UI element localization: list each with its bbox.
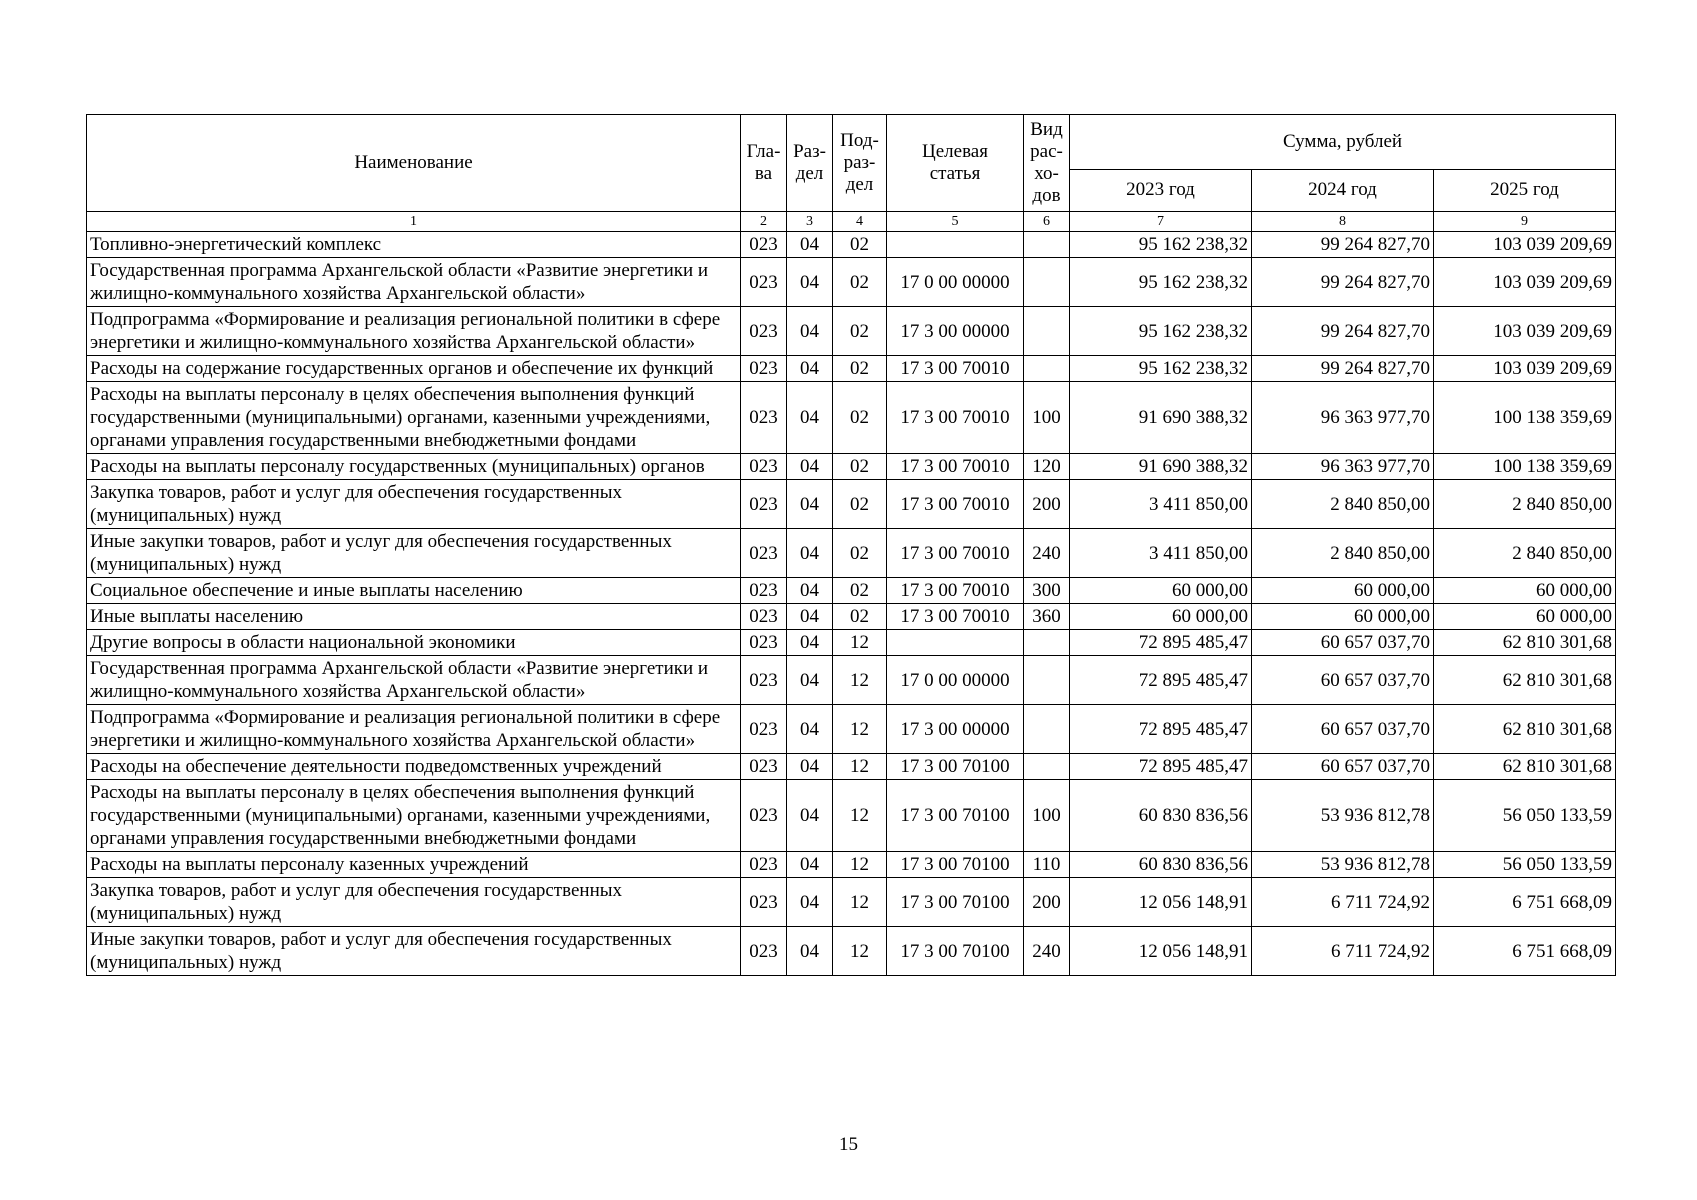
cell-podrazdel: 02 — [833, 578, 887, 604]
budget-table — [86, 114, 1616, 976]
cell-razdel: 04 — [787, 382, 833, 454]
cell-razdel: 04 — [787, 480, 833, 529]
table-row — [87, 356, 1616, 382]
cell-sum-2024: 99 264 827,70 — [1252, 307, 1434, 356]
cell-name: Иные выплаты населению — [87, 604, 741, 630]
cell-podrazdel: 02 — [833, 480, 887, 529]
cell-razdel: 04 — [787, 604, 833, 630]
header-year-2023: 2023 год — [1070, 169, 1252, 211]
budget-table-container — [86, 114, 1615, 976]
cell-name: Иные закупки товаров, работ и услуг для обеспечения государственных (муниципальных) нужд — [87, 529, 741, 578]
cell-sum-2025: 60 000,00 — [1434, 604, 1616, 630]
page-number: 15 — [839, 1134, 858, 1155]
cell-sum-2024: 53 936 812,78 — [1252, 780, 1434, 852]
cell-name: Расходы на выплаты персоналу государственных (муниципальных) органов — [87, 454, 741, 480]
cell-sum-2025: 103 039 209,69 — [1434, 232, 1616, 258]
cell-vid-rashodov: 200 — [1024, 878, 1070, 927]
cell-celevaya-statya: 17 3 00 70100 — [887, 927, 1024, 976]
cell-sum-2023: 12 056 148,91 — [1070, 927, 1252, 976]
cell-glava: 023 — [741, 382, 787, 454]
cell-glava: 023 — [741, 529, 787, 578]
cell-name: Расходы на обеспечение деятельности подведомственных учреждений — [87, 754, 741, 780]
cell-podrazdel: 02 — [833, 454, 887, 480]
cell-sum-2025: 62 810 301,68 — [1434, 656, 1616, 705]
cell-glava: 023 — [741, 705, 787, 754]
cell-vid-rashodov: 110 — [1024, 852, 1070, 878]
cell-sum-2023: 72 895 485,47 — [1070, 754, 1252, 780]
col-num-5: 5 — [887, 212, 1024, 232]
cell-name: Расходы на выплаты персоналу казенных учреждений — [87, 852, 741, 878]
cell-vid-rashodov: 240 — [1024, 529, 1070, 578]
cell-vid-rashodov: 120 — [1024, 454, 1070, 480]
cell-razdel: 04 — [787, 852, 833, 878]
cell-vid-rashodov: 200 — [1024, 480, 1070, 529]
cell-sum-2025: 6 751 668,09 — [1434, 927, 1616, 976]
cell-name: Подпрограмма «Формирование и реализация региональной политики в сфере энергетики и жилищно-коммунального хозяйства Архангельской области» — [87, 705, 741, 754]
table-row — [87, 307, 1616, 356]
cell-vid-rashodov — [1024, 705, 1070, 754]
cell-vid-rashodov: 300 — [1024, 578, 1070, 604]
cell-celevaya-statya — [887, 630, 1024, 656]
cell-celevaya-statya — [887, 232, 1024, 258]
cell-vid-rashodov: 100 — [1024, 382, 1070, 454]
cell-celevaya-statya: 17 3 00 70010 — [887, 529, 1024, 578]
cell-podrazdel: 12 — [833, 754, 887, 780]
table-row — [87, 780, 1616, 852]
table-row — [87, 604, 1616, 630]
col-num-9: 9 — [1434, 212, 1616, 232]
col-num-3: 3 — [787, 212, 833, 232]
cell-sum-2023: 72 895 485,47 — [1070, 656, 1252, 705]
cell-celevaya-statya: 17 3 00 00000 — [887, 307, 1024, 356]
cell-vid-rashodov — [1024, 258, 1070, 307]
cell-sum-2023: 60 830 836,56 — [1070, 852, 1252, 878]
cell-podrazdel: 12 — [833, 780, 887, 852]
cell-sum-2025: 103 039 209,69 — [1434, 307, 1616, 356]
cell-celevaya-statya: 17 3 00 70100 — [887, 878, 1024, 927]
cell-vid-rashodov — [1024, 232, 1070, 258]
cell-vid-rashodov — [1024, 656, 1070, 705]
cell-sum-2024: 99 264 827,70 — [1252, 356, 1434, 382]
cell-podrazdel: 12 — [833, 852, 887, 878]
cell-celevaya-statya: 17 3 00 70010 — [887, 356, 1024, 382]
cell-sum-2025: 56 050 133,59 — [1434, 780, 1616, 852]
cell-vid-rashodov — [1024, 356, 1070, 382]
cell-name: Закупка товаров, работ и услуг для обеспечения государственных (муниципальных) нужд — [87, 480, 741, 529]
header-vid-rashodov: Вид рас- хо- дов — [1024, 115, 1070, 212]
col-num-8: 8 — [1252, 212, 1434, 232]
cell-sum-2025: 103 039 209,69 — [1434, 258, 1616, 307]
cell-sum-2025: 2 840 850,00 — [1434, 480, 1616, 529]
cell-sum-2024: 99 264 827,70 — [1252, 258, 1434, 307]
cell-sum-2024: 2 840 850,00 — [1252, 480, 1434, 529]
cell-sum-2024: 60 657 037,70 — [1252, 754, 1434, 780]
cell-vid-rashodov — [1024, 630, 1070, 656]
cell-sum-2024: 60 657 037,70 — [1252, 630, 1434, 656]
table-row — [87, 705, 1616, 754]
col-num-7: 7 — [1070, 212, 1252, 232]
cell-sum-2023: 3 411 850,00 — [1070, 529, 1252, 578]
header-podrazdel: Под- раз- дел — [833, 115, 887, 212]
cell-sum-2024: 53 936 812,78 — [1252, 852, 1434, 878]
cell-podrazdel: 02 — [833, 356, 887, 382]
cell-glava: 023 — [741, 754, 787, 780]
cell-razdel: 04 — [787, 232, 833, 258]
cell-name: Другие вопросы в области национальной экономики — [87, 630, 741, 656]
cell-razdel: 04 — [787, 754, 833, 780]
cell-celevaya-statya: 17 3 00 70010 — [887, 454, 1024, 480]
table-row — [87, 656, 1616, 705]
cell-glava: 023 — [741, 480, 787, 529]
cell-celevaya-statya: 17 3 00 70010 — [887, 382, 1024, 454]
header-summa: Сумма, рублей — [1070, 115, 1616, 170]
cell-glava: 023 — [741, 454, 787, 480]
table-row — [87, 232, 1616, 258]
table-row — [87, 258, 1616, 307]
cell-name: Расходы на содержание государственных органов и обеспечение их функций — [87, 356, 741, 382]
cell-sum-2023: 12 056 148,91 — [1070, 878, 1252, 927]
cell-sum-2024: 6 711 724,92 — [1252, 878, 1434, 927]
cell-razdel: 04 — [787, 630, 833, 656]
cell-sum-2025: 100 138 359,69 — [1434, 382, 1616, 454]
cell-sum-2024: 99 264 827,70 — [1252, 232, 1434, 258]
cell-vid-rashodov — [1024, 754, 1070, 780]
header-celevaya-statya: Целевая статья — [887, 115, 1024, 212]
cell-name: Расходы на выплаты персоналу в целях обеспечения выполнения функций государственными (муниципальными) органами, казенными учреждениями, органами управления государственными внебюджетными фондами — [87, 382, 741, 454]
table-row — [87, 754, 1616, 780]
cell-sum-2025: 62 810 301,68 — [1434, 754, 1616, 780]
cell-sum-2025: 2 840 850,00 — [1434, 529, 1616, 578]
cell-podrazdel: 02 — [833, 604, 887, 630]
cell-sum-2025: 60 000,00 — [1434, 578, 1616, 604]
cell-name: Государственная программа Архангельской области «Развитие энергетики и жилищно-коммунального хозяйства Архангельской области» — [87, 258, 741, 307]
cell-razdel: 04 — [787, 878, 833, 927]
cell-sum-2023: 91 690 388,32 — [1070, 382, 1252, 454]
cell-celevaya-statya: 17 3 00 70010 — [887, 604, 1024, 630]
cell-vid-rashodov — [1024, 307, 1070, 356]
cell-sum-2023: 3 411 850,00 — [1070, 480, 1252, 529]
cell-name: Закупка товаров, работ и услуг для обеспечения государственных (муниципальных) нужд — [87, 878, 741, 927]
header-razdel: Раз- дел — [787, 115, 833, 212]
cell-podrazdel: 02 — [833, 258, 887, 307]
cell-sum-2023: 60 830 836,56 — [1070, 780, 1252, 852]
header-year-2024: 2024 год — [1252, 169, 1434, 211]
cell-sum-2024: 60 657 037,70 — [1252, 656, 1434, 705]
cell-name: Иные закупки товаров, работ и услуг для обеспечения государственных (муниципальных) нужд — [87, 927, 741, 976]
cell-sum-2024: 60 657 037,70 — [1252, 705, 1434, 754]
cell-celevaya-statya: 17 0 00 00000 — [887, 258, 1024, 307]
cell-sum-2024: 96 363 977,70 — [1252, 454, 1434, 480]
table-row — [87, 878, 1616, 927]
cell-sum-2024: 96 363 977,70 — [1252, 382, 1434, 454]
cell-sum-2025: 6 751 668,09 — [1434, 878, 1616, 927]
cell-razdel: 04 — [787, 529, 833, 578]
cell-sum-2025: 100 138 359,69 — [1434, 454, 1616, 480]
col-num-2: 2 — [741, 212, 787, 232]
cell-glava: 023 — [741, 927, 787, 976]
header-name: Наименование — [87, 115, 741, 212]
cell-celevaya-statya: 17 3 00 70100 — [887, 754, 1024, 780]
cell-celevaya-statya: 17 3 00 70100 — [887, 852, 1024, 878]
cell-podrazdel: 12 — [833, 705, 887, 754]
cell-celevaya-statya: 17 0 00 00000 — [887, 656, 1024, 705]
cell-name: Топливно-энергетический комплекс — [87, 232, 741, 258]
cell-razdel: 04 — [787, 307, 833, 356]
cell-podrazdel: 12 — [833, 630, 887, 656]
cell-celevaya-statya: 17 3 00 70010 — [887, 480, 1024, 529]
cell-vid-rashodov: 100 — [1024, 780, 1070, 852]
cell-razdel: 04 — [787, 454, 833, 480]
cell-sum-2023: 60 000,00 — [1070, 604, 1252, 630]
cell-sum-2023: 91 690 388,32 — [1070, 454, 1252, 480]
cell-sum-2024: 60 000,00 — [1252, 604, 1434, 630]
table-row — [87, 529, 1616, 578]
cell-razdel: 04 — [787, 258, 833, 307]
cell-glava: 023 — [741, 630, 787, 656]
table-row — [87, 480, 1616, 529]
cell-glava: 023 — [741, 356, 787, 382]
cell-sum-2024: 2 840 850,00 — [1252, 529, 1434, 578]
cell-podrazdel: 12 — [833, 878, 887, 927]
cell-podrazdel: 12 — [833, 656, 887, 705]
table-row — [87, 852, 1616, 878]
cell-sum-2025: 103 039 209,69 — [1434, 356, 1616, 382]
cell-glava: 023 — [741, 878, 787, 927]
cell-sum-2023: 95 162 238,32 — [1070, 258, 1252, 307]
header-glava: Гла- ва — [741, 115, 787, 212]
cell-vid-rashodov: 240 — [1024, 927, 1070, 976]
cell-podrazdel: 12 — [833, 927, 887, 976]
cell-podrazdel: 02 — [833, 307, 887, 356]
cell-celevaya-statya: 17 3 00 70010 — [887, 578, 1024, 604]
cell-sum-2023: 72 895 485,47 — [1070, 705, 1252, 754]
table-body — [87, 232, 1616, 976]
table-row — [87, 454, 1616, 480]
cell-sum-2023: 95 162 238,32 — [1070, 356, 1252, 382]
table-row — [87, 630, 1616, 656]
cell-podrazdel: 02 — [833, 529, 887, 578]
table-row — [87, 578, 1616, 604]
col-num-4: 4 — [833, 212, 887, 232]
cell-glava: 023 — [741, 852, 787, 878]
cell-glava: 023 — [741, 656, 787, 705]
cell-podrazdel: 02 — [833, 232, 887, 258]
table-row — [87, 927, 1616, 976]
cell-razdel: 04 — [787, 780, 833, 852]
table-row — [87, 382, 1616, 454]
cell-name: Подпрограмма «Формирование и реализация региональной политики в сфере энергетики и жилищно-коммунального хозяйства Архангельской области» — [87, 307, 741, 356]
cell-sum-2023: 95 162 238,32 — [1070, 232, 1252, 258]
cell-glava: 023 — [741, 258, 787, 307]
cell-sum-2025: 62 810 301,68 — [1434, 630, 1616, 656]
cell-glava: 023 — [741, 232, 787, 258]
cell-glava: 023 — [741, 604, 787, 630]
cell-celevaya-statya: 17 3 00 00000 — [887, 705, 1024, 754]
col-num-1: 1 — [87, 212, 741, 232]
cell-podrazdel: 02 — [833, 382, 887, 454]
cell-sum-2025: 62 810 301,68 — [1434, 705, 1616, 754]
column-number-row — [87, 212, 1616, 232]
cell-name: Расходы на выплаты персоналу в целях обеспечения выполнения функций государственными (муниципальными) органами, казенными учреждениями, органами управления государственными внебюджетными фондами — [87, 780, 741, 852]
cell-celevaya-statya: 17 3 00 70100 — [887, 780, 1024, 852]
cell-name: Социальное обеспечение и иные выплаты населению — [87, 578, 741, 604]
cell-glava: 023 — [741, 578, 787, 604]
cell-sum-2025: 56 050 133,59 — [1434, 852, 1616, 878]
cell-razdel: 04 — [787, 705, 833, 754]
cell-name: Государственная программа Архангельской области «Развитие энергетики и жилищно-коммунального хозяйства Архангельской области» — [87, 656, 741, 705]
cell-glava: 023 — [741, 307, 787, 356]
cell-sum-2023: 72 895 485,47 — [1070, 630, 1252, 656]
cell-razdel: 04 — [787, 578, 833, 604]
header-row-1 — [87, 115, 1616, 170]
cell-sum-2024: 60 000,00 — [1252, 578, 1434, 604]
cell-sum-2023: 95 162 238,32 — [1070, 307, 1252, 356]
cell-sum-2023: 60 000,00 — [1070, 578, 1252, 604]
cell-razdel: 04 — [787, 656, 833, 705]
cell-vid-rashodov: 360 — [1024, 604, 1070, 630]
col-num-6: 6 — [1024, 212, 1070, 232]
cell-glava: 023 — [741, 780, 787, 852]
cell-razdel: 04 — [787, 356, 833, 382]
cell-sum-2024: 6 711 724,92 — [1252, 927, 1434, 976]
cell-razdel: 04 — [787, 927, 833, 976]
header-year-2025: 2025 год — [1434, 169, 1616, 211]
